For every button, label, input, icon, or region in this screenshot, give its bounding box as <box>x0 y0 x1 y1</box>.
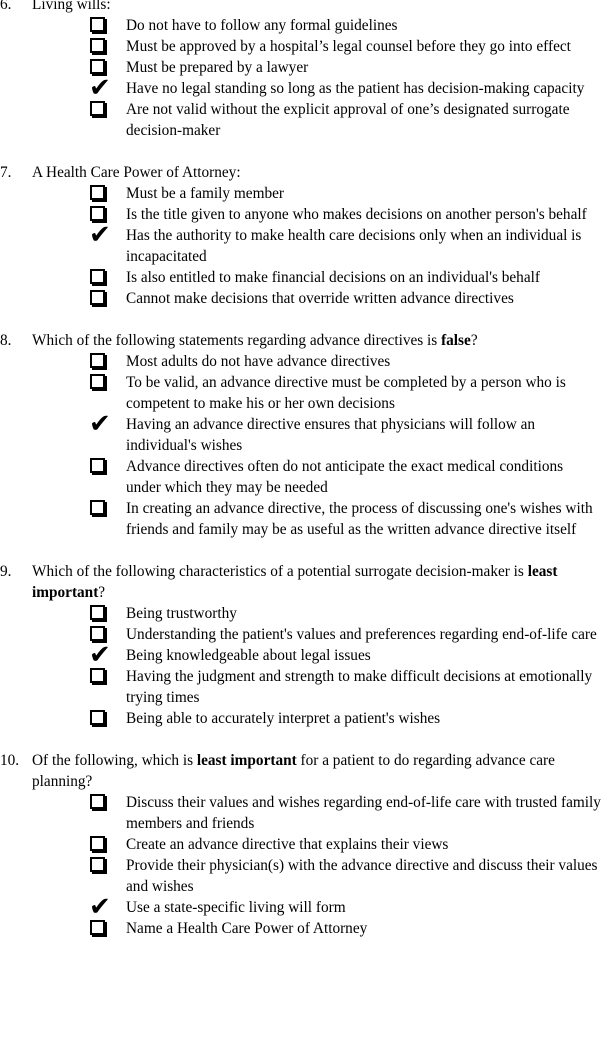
checkbox-icon <box>88 15 112 36</box>
checkmark-icon <box>88 73 112 103</box>
question-stem <box>32 563 557 601</box>
checkbox-icon <box>88 351 112 372</box>
option-text: Create an advance directive that explains their views <box>126 836 449 853</box>
option-text: Is also entitled to make financial decisions on an individual's behalf <box>126 269 540 286</box>
question-number: 10. <box>0 752 20 769</box>
stem-text: Which of the following statements regarding advance directives is <box>32 332 442 349</box>
stem-text: Living wills: <box>32 0 111 13</box>
option-text: Having the judgment and strength to make difficult decisions at emotionally trying times <box>126 668 593 706</box>
answer-option <box>0 267 601 288</box>
question-stem <box>32 332 478 349</box>
checkbox-square <box>90 269 105 284</box>
option-text: Being knowledgeable about legal issues <box>126 647 371 664</box>
checkbox-icon <box>88 603 112 624</box>
option-text: To be valid, an advance directive must be completed by a person who is competent to make his or her own decisions <box>126 374 566 412</box>
option-text: Advance directives often do not anticipate the exact medical conditions under which they may be needed <box>126 458 564 496</box>
checkbox-icon <box>88 456 112 477</box>
checkbox-square <box>90 605 105 620</box>
checkbox-square <box>90 374 105 389</box>
checkbox-icon <box>88 288 112 309</box>
answer-option <box>0 351 601 372</box>
checkmark-icon <box>88 409 112 439</box>
stem-text: ? <box>470 332 478 349</box>
checkbox-square <box>90 626 105 641</box>
option-text: Being trustworthy <box>126 605 237 622</box>
checkbox-icon <box>88 792 112 813</box>
question-header <box>0 750 592 792</box>
checkmark-icon <box>88 640 112 670</box>
option-text: In creating an advance directive, the process of discussing one's wishes with friends and family may be as useful as the written advance directive itself <box>126 500 593 538</box>
question-header <box>0 162 592 183</box>
question-number: 9. <box>0 563 12 580</box>
checkmark-icon <box>88 220 112 250</box>
option-list <box>0 351 609 540</box>
checkbox-icon <box>88 99 112 120</box>
checkbox-icon <box>88 834 112 855</box>
question <box>0 750 609 939</box>
stem-text: ? <box>98 584 106 601</box>
answer-option <box>0 918 601 939</box>
answer-option <box>0 372 601 414</box>
option-text: Do not have to follow any formal guidelines <box>126 17 398 34</box>
checkbox-icon <box>88 36 112 57</box>
option-text: Most adults do not have advance directives <box>126 353 391 370</box>
checkbox-square <box>90 17 105 32</box>
checkbox-square <box>90 38 105 53</box>
checkbox-square <box>90 794 105 809</box>
answer-option <box>0 409 601 456</box>
option-text: Must be prepared by a lawyer <box>126 59 309 76</box>
checkbox-square <box>90 185 105 200</box>
stem-text: for a patient to do regarding advance care planning? <box>32 752 555 790</box>
checkmark-glyph: ✔ <box>89 73 111 103</box>
answer-option <box>0 99 601 141</box>
question <box>0 0 609 141</box>
option-text: Must be a family member <box>126 185 285 202</box>
answer-option <box>0 855 601 897</box>
checkbox-icon <box>88 708 112 729</box>
option-text: Provide their physician(s) with the advance directive and discuss their values and wishes <box>126 857 598 895</box>
checkmark-glyph: ✔ <box>89 892 111 922</box>
answer-option <box>0 15 601 36</box>
option-text: Use a state-specific living will form <box>126 899 346 916</box>
checkmark-glyph: ✔ <box>89 640 111 670</box>
checkbox-square <box>90 836 105 851</box>
question-number: 7. <box>0 164 12 181</box>
answer-option <box>0 792 601 834</box>
emphasis-text: least important <box>32 563 558 601</box>
option-text: Name a Health Care Power of Attorney <box>126 920 368 937</box>
option-text: Discuss their values and wishes regarding end-of-life care with trusted family members and friends <box>126 794 601 832</box>
question <box>0 561 609 729</box>
option-text: Having an advance directive ensures that physicians will follow an individual's wishes <box>126 416 536 454</box>
checkbox-square <box>90 458 105 473</box>
question-number: 8. <box>0 332 12 349</box>
answer-option <box>0 892 601 922</box>
option-text: Is the title given to anyone who makes decisions on another person's behalf <box>126 206 587 223</box>
question-stem <box>32 0 111 13</box>
answer-option <box>0 603 601 624</box>
checkbox-icon <box>88 498 112 519</box>
answer-option <box>0 73 601 103</box>
checkbox-square <box>90 668 105 683</box>
checkmark-glyph: ✔ <box>89 220 111 250</box>
checkbox-square <box>90 206 105 221</box>
answer-option <box>0 288 601 309</box>
option-list <box>0 183 609 309</box>
option-text: Cannot make decisions that override written advance directives <box>126 290 514 307</box>
checkbox-square <box>90 353 105 368</box>
answer-option <box>0 220 601 267</box>
emphasis-text: false <box>441 332 471 349</box>
checkbox-square <box>90 857 105 872</box>
checkbox-square <box>90 290 105 305</box>
checkbox-square <box>90 500 105 515</box>
option-text: Understanding the patient's values and preferences regarding end-of-life care <box>126 626 597 643</box>
checkbox-icon <box>88 267 112 288</box>
option-text: Are not valid without the explicit approval of one’s designated surrogate decision-maker <box>126 101 570 139</box>
answer-option <box>0 708 601 729</box>
checkbox-square <box>90 710 105 725</box>
answer-option <box>0 666 601 708</box>
answer-option <box>0 834 601 855</box>
question-stem <box>32 164 241 181</box>
option-text: Have no legal standing so long as the patient has decision-making capacity <box>126 80 585 97</box>
checkmark-icon <box>88 892 112 922</box>
question-stem <box>32 752 555 790</box>
checkbox-square <box>90 59 105 74</box>
checkmark-glyph: ✔ <box>89 409 111 439</box>
stem-text: Which of the following characteristics of a potential surrogate decision-maker is <box>32 563 528 580</box>
option-text: Has the authority to make health care decisions only when an individual is incapacitated <box>126 227 582 265</box>
answer-option <box>0 640 601 670</box>
question-header <box>0 0 592 15</box>
question-number: 6. <box>0 0 12 13</box>
question <box>0 330 609 540</box>
answer-option <box>0 183 601 204</box>
answer-option <box>0 36 601 57</box>
checkbox-icon <box>88 183 112 204</box>
option-text: Must be approved by a hospital’s legal counsel before they go into effect <box>126 38 571 55</box>
checkbox-icon <box>88 855 112 876</box>
question-header <box>0 330 592 351</box>
stem-text: A Health Care Power of Attorney: <box>32 164 241 181</box>
option-text: Being able to accurately interpret a patient's wishes <box>126 710 441 727</box>
stem-text: Of the following, which is <box>32 752 197 769</box>
checkbox-square <box>90 101 105 116</box>
question-header <box>0 561 592 603</box>
emphasis-text: least important <box>196 752 297 769</box>
checkbox-square <box>90 920 105 935</box>
option-list <box>0 15 609 141</box>
option-list <box>0 603 609 729</box>
checkbox-icon <box>88 372 112 393</box>
option-list <box>0 792 609 939</box>
checkbox-icon <box>88 666 112 687</box>
checkbox-icon <box>88 918 112 939</box>
question <box>0 162 609 309</box>
answer-option <box>0 456 601 498</box>
answer-option <box>0 498 601 540</box>
